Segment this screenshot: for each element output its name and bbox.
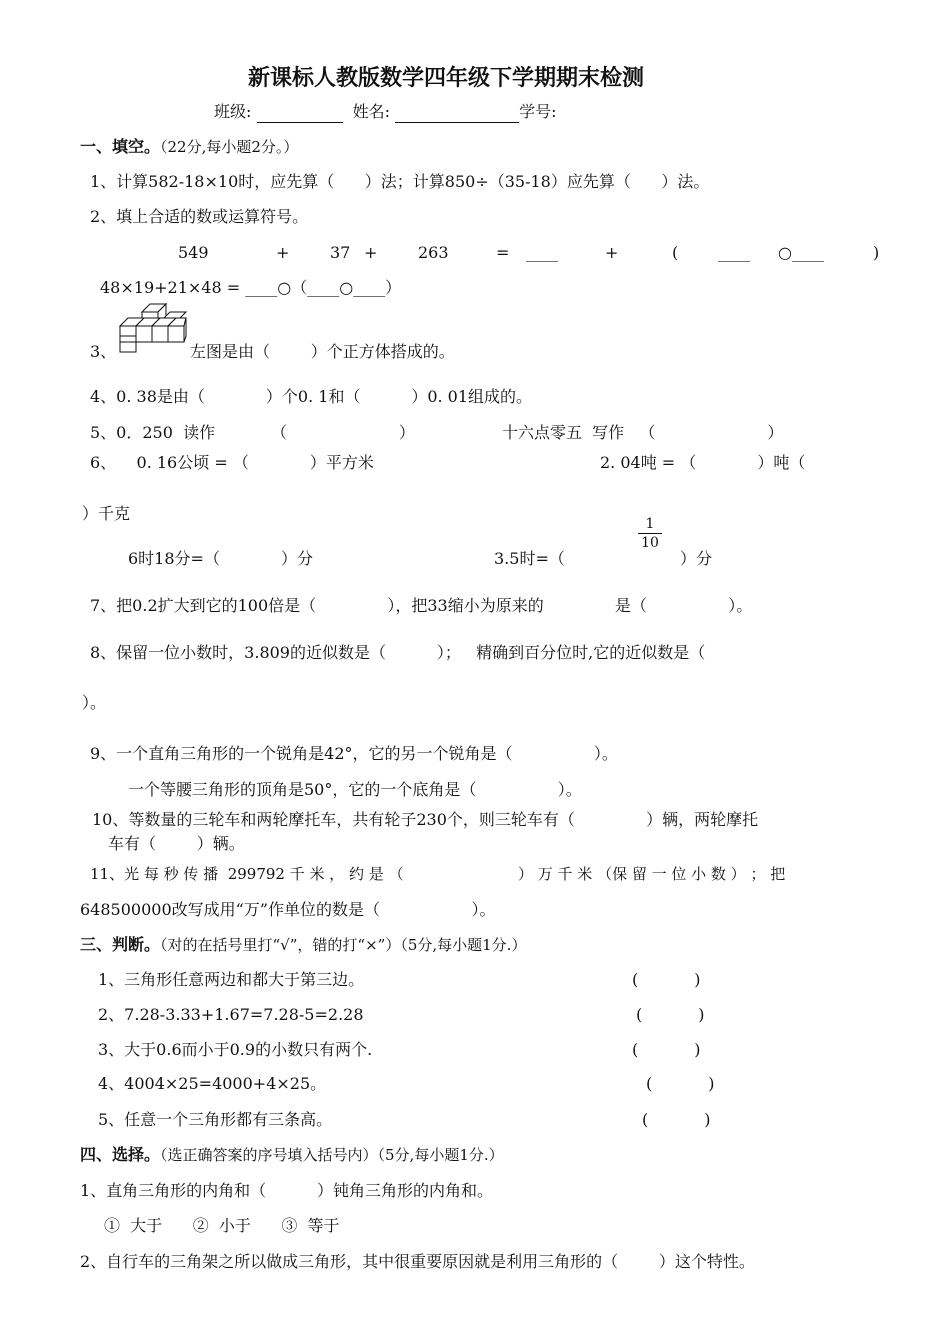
section-3-heading [80,935,526,955]
choice-question-1: 1、直角三角形的内角和（ ）钝角三角形的内角和。 [80,1181,494,1200]
choice-question-1-options: ① 大于 ② 小于 ③ 等于 [104,1216,340,1235]
section-1-note: （22分,每小题2分。） [160,138,299,156]
judge-item: 1、三角形任意两边和都大于第三边。 [98,970,365,989]
section-1-title: 一、填空。 [80,137,161,156]
question-1-3-number: 3、 [90,342,117,361]
question-1-10-a: 10、等数量的三轮车和两轮摩托车，共有轮子230个，则三轮车有（ ）辆，两轮摩托 [92,810,759,829]
id-label: 学号: [519,102,557,121]
question-1-4: 4、0. 38是由（ ）个0. 1和（ ）0. 01组成的。 [90,387,533,406]
student-info-line [214,102,557,123]
question-1-9-b: 一个等腰三角形的顶角是50°，它的一个底角是（ ）。 [128,780,582,799]
question-1-6-e: 3.5时=（ [494,549,565,568]
q2-operator-3: + [605,243,619,262]
question-1-5-a: 5、0．250 读作 （ ） [90,423,415,442]
judge-item: 2、7.28-3.33+1.67=7.28-5=2.28 [98,1005,364,1024]
judge-answer-paren[interactable]: ( ) [636,1005,705,1024]
judge-answer-paren[interactable]: ( ) [642,1110,711,1129]
question-1-8-b: ）。 [82,693,107,712]
judge-answer-paren[interactable]: ( ) [646,1074,715,1093]
question-1-6-a: 6、 0. 16公顷 = （ ）平方米 [90,453,374,472]
question-1-8-a: 8、保留一位小数时，3.809的近似数是（ ）； 精确到百分位时,它的近似数是（ [90,643,706,662]
judge-item: 3、大于0.6而小于0.9的小数只有两个. [98,1040,373,1059]
choice-question-2: 2、自行车的三角架之所以做成三角形，其中很重要原因就是利用三角形的（ ）这个特性。 [80,1252,755,1271]
question-1-3: 左图是由（ ）个正方体搭成的。 [190,342,455,361]
page-title: 新课标人教版数学四年级下学期期末检测 [248,65,645,91]
class-label: 班级: [214,102,252,121]
class-field[interactable] [257,102,343,123]
section-4-title: 四、选择。 [80,1145,161,1164]
judge-item: 4、4004×25=4000+4×25。 [98,1074,327,1093]
question-1-6-f: ）分 [680,549,713,568]
question-1-10-b: 车有（ ）辆。 [108,834,245,853]
question-1-9-a: 9、一个直角三角形的一个锐角是42°，它的另一个锐角是（ ）。 [90,744,618,763]
q2-left-paren: ( [672,243,679,262]
section-4-note: （选正确答案的序号填入括号内）（5分,每小题1分.） [160,1146,504,1164]
question-1-6-c: ）千克 [82,504,131,523]
q2-operator-1: + [276,243,290,262]
fraction-numerator: 1 [645,516,655,532]
q2-right-paren: ) [873,243,880,262]
judge-answer-paren[interactable]: ( ) [632,970,701,989]
q2-blank-2[interactable]: ____ [718,243,750,262]
name-label: 姓名: [352,102,391,121]
judge-answer-paren[interactable]: ( ) [632,1040,701,1059]
q2-circle-blank[interactable]: ○____ [778,243,824,262]
question-1-5-b: 十六点零五 写作 （ ） [502,423,784,442]
name-field[interactable] [395,102,519,123]
section-4-heading [80,1145,504,1165]
q2-equals: = [496,243,510,262]
question-1-6-d: 6时18分=（ ）分 [128,549,313,568]
section-1-heading [80,137,298,157]
section-3-title: 三、判断。 [80,935,161,954]
question-1-7: 7、把0.2扩大到它的100倍是（ ），把33缩小为原来的 是（ ）。 [90,596,753,615]
fraction-one-tenth [638,516,662,551]
question-1-2: 2、填上合适的数或运算符号。 [90,207,309,226]
q2-number-3: 263 [418,243,449,262]
question-1-1: 1、计算582-18×10时，应先算（ ）法；计算850÷（35-18）应先算（ ）法。 [90,172,710,191]
q2-operator-2: + [364,243,378,262]
judge-item: 5、任意一个三角形都有三条高。 [98,1110,333,1129]
q2-blank-1[interactable]: ____ [526,243,558,262]
fraction-denominator: 10 [641,535,659,551]
question-1-2-b: 48×19+21×48 = ____○（____○____） [100,278,402,297]
question-1-11-b: 648500000改写成用“万”作单位的数是（ ）。 [80,900,496,919]
question-1-6-b: 2. 04吨 = （ ）吨（ [600,453,806,472]
q2-number-1: 549 [178,243,209,262]
question-1-11-a: 11、光 每 秒 传 播 299792 千 米 ， 约 是 （ ） 万 千 米 （保 留 一 位 小 数 ） ； 把 [90,865,786,883]
cubes-figure-icon [116,302,188,354]
section-3-note: （对的在括号里打“√”，错的打“×”）（5分,每小题1分.） [160,936,527,954]
q2-number-2: 37 [330,243,351,262]
